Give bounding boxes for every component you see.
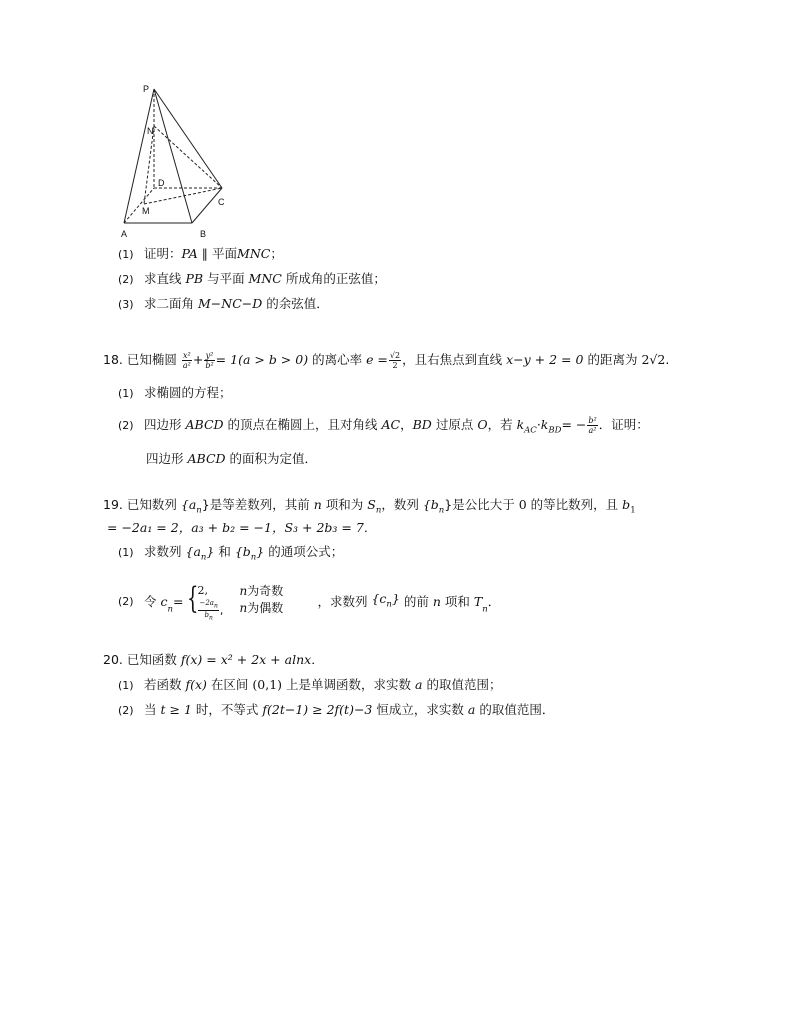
q20-stem: 20. 已知函数 f(x) = x² + 2x + alnx．: [103, 652, 324, 667]
q18-part1: (1) 求椭圆的方程；: [118, 385, 232, 400]
fraction-e: $\frac{√2}{2}$: [389, 351, 401, 370]
q19-part1: (1) 求数列 $\{a_n\}$ 和 $\{b_n\}$ 的通项公式；: [118, 544, 344, 563]
label-p: P: [143, 84, 150, 94]
label-d: D: [158, 178, 165, 188]
edge-pc: [154, 89, 222, 188]
question-number: 19.: [103, 497, 123, 512]
edge-ad: [124, 188, 154, 223]
q19-part2: (2) 令 $c_n=$ { 2, $\frac{-2a_n}{b_n}$ , n为奇数 n为偶数 ，求数列 $\{c_n\}$ 的前 n 项和 $T_n$．: [118, 581, 501, 622]
q18-part2-cont: 四边形 ABCD 的面积为定值．: [146, 451, 318, 466]
q18-part2: (2) 四边形 ABCD 的顶点在椭圆上，且对角线 AC，BD 过原点 O，若 $k_{AC}\cdot k_{BD}=$ − $\frac{\text{b²}}{\text{a²}}$ ．证明：: [118, 416, 649, 436]
q20-part1: (1) 若函数 f(x) 在区间 (0,1) 上是单调函数，求实数 a 的取值范围；: [118, 677, 502, 692]
question-number: 20.: [103, 652, 123, 667]
fraction-y2-b2: $\frac{\text{y²}}{\text{b²}}$: [205, 351, 214, 370]
label-a: A: [121, 229, 128, 239]
q17-part3: (3) 求二面角 M−NC−D 的余弦值．: [118, 295, 329, 314]
fraction-b2-a2: $\frac{\text{b²}}{\text{a²}}$: [588, 416, 597, 435]
q19-stem-line2: = −2a₁ = 2，a₃ + b₂ = −1，S₃ + 2b₃ = 7．: [107, 520, 377, 535]
pyramid-figure: [118, 80, 233, 245]
part-number: (2): [118, 273, 134, 286]
part-number: (3): [118, 298, 134, 311]
label-m: M: [142, 206, 150, 216]
fraction-x2-a2: $\frac{\text{x²}}{\text{a²}}$: [182, 351, 191, 370]
q18-stem: 18. 已知椭圆 $\frac{\text{x²}}{\text{a²}}$ + $\frac{\text{y²}}{\text{b²}}$ = 1(a > b > 0) 的离心率 e = $\frac{√2}{2}$ ，且右焦点到直线 x−y + 2 = 0 的距离为 2√2.: [103, 351, 670, 370]
q17-part2: (2) 求直线 PB 与平面 MNC 所成角的正弦值；: [118, 270, 386, 289]
label-c: C: [218, 197, 225, 207]
piecewise-definition: { 2, $\frac{-2a_n}{b_n}$ , n为奇数 n为偶数: [187, 581, 284, 622]
label-b: B: [200, 229, 207, 239]
question-number: 18.: [103, 352, 123, 367]
label-n: N: [147, 126, 154, 136]
edge-pb: [154, 89, 192, 223]
part-number: (1): [118, 248, 134, 261]
q20-part2: (2) 当 t ≥ 1 时，不等式 f(2t−1) ≥ 2f(t)−3 恒成立，求实数 a 的取值范围．: [118, 702, 555, 717]
q19-stem: 19. 已知数列 $\{a_n\}$是等差数列，其前 n 项和为 $S_n$，数列 $\{b_n\}$是公比大于 0 的等比数列，且 $b_1$: [103, 497, 636, 516]
q17-part1: (1) 证明：PA ∥ 平面MNC；: [118, 245, 283, 264]
edge-nm: [144, 126, 154, 204]
